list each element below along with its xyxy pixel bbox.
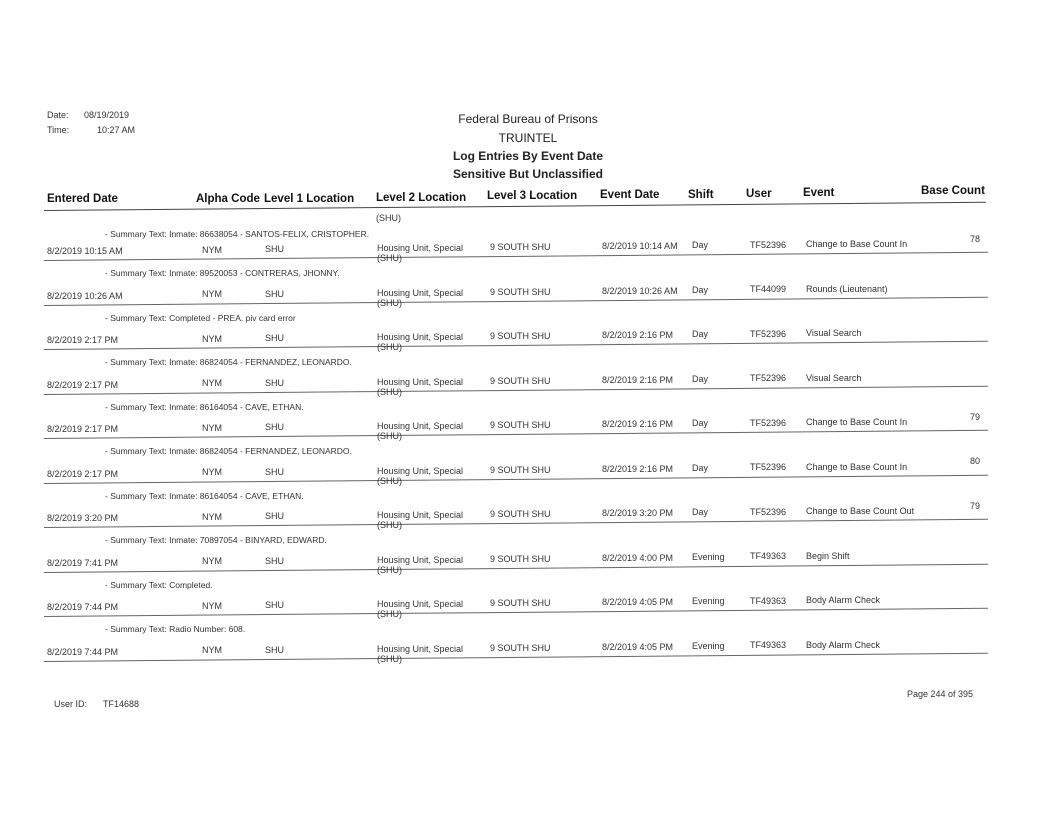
cell-alpha-code: NYM <box>202 422 222 433</box>
cell-level3: 9 SOUTH SHU <box>490 642 551 653</box>
cell-level1: SHU <box>265 333 285 344</box>
summary-text: - Summary Text: Inmate: 89520053 - CONTRERAS, JHONNY. <box>105 268 340 278</box>
cell-level3: 9 SOUTH SHU <box>490 331 551 341</box>
cell-event: Visual Search <box>806 328 862 339</box>
summary-text: - Summary Text: Inmate: 86824054 - FERNANDEZ, LEONARDO. <box>105 357 352 367</box>
cell-entered-date: 8/2/2019 2:17 PM <box>47 424 119 434</box>
col-entered-date: Entered Date <box>47 193 118 205</box>
cell-entered-date: 8/2/2019 10:15 AM <box>47 246 123 256</box>
summary-text: - Summary Text: Completed. <box>105 579 213 590</box>
row-rule <box>44 252 988 261</box>
cell-level2: Housing Unit, Special (SHU) <box>377 376 464 397</box>
cell-event-date: 8/2/2019 2:16 PM <box>602 419 674 429</box>
summary-text: - Summary Text: Inmate: 86164054 - CAVE, ETHAN. <box>105 490 304 501</box>
cell-alpha-code: NYM <box>202 244 222 255</box>
cell-level3: 9 SOUTH SHU <box>490 598 551 608</box>
cell-level3: 9 SOUTH SHU <box>490 242 551 252</box>
cell-user: TF52396 <box>750 239 787 250</box>
cell-base-count: 79 <box>970 411 981 422</box>
cell-level2: Housing Unit, Special (SHU) <box>377 421 464 442</box>
row-rule <box>44 563 988 572</box>
summary-text: - Summary Text: Inmate: 86824054 - FERNANDEZ, LEONARDO. <box>105 446 352 456</box>
cell-level1: SHU <box>265 600 285 611</box>
cell-event-date: 8/2/2019 10:14 AM <box>602 241 678 251</box>
cell-level1: SHU <box>265 466 285 477</box>
cell-level1: SHU <box>265 288 285 299</box>
cell-level3: 9 SOUTH SHU <box>490 286 551 297</box>
cell-shift: Day <box>692 284 709 295</box>
row-rule <box>44 296 988 305</box>
cell-level3: 9 SOUTH SHU <box>490 375 551 386</box>
col-level3: Level 3 Location <box>487 190 578 202</box>
cell-event-date: 8/2/2019 10:26 AM <box>602 285 678 296</box>
cell-shift: Day <box>692 462 709 473</box>
cell-alpha-code: NYM <box>202 645 222 656</box>
cell-user: TF49363 <box>750 595 787 606</box>
cell-event: Begin Shift <box>806 550 850 561</box>
cell-event-date: 8/2/2019 4:00 PM <box>602 552 674 563</box>
user-id-label: User ID: <box>54 699 88 709</box>
cell-event: Change to Base Count Out <box>806 506 915 517</box>
col-level2: Level 2 Location <box>376 192 467 204</box>
cell-event-date: 8/2/2019 4:05 PM <box>602 597 674 607</box>
cell-user: TF52396 <box>750 462 787 473</box>
cell-entered-date: 8/2/2019 2:17 PM <box>47 379 119 390</box>
cell-entered-date: 8/2/2019 10:26 AM <box>47 290 123 301</box>
cell-user: TF49363 <box>750 551 787 562</box>
cell-level2: Housing Unit, Special (SHU) <box>377 243 464 264</box>
cell-level1: SHU <box>265 377 285 388</box>
cell-alpha-code: NYM <box>202 289 222 300</box>
date-label: Date: <box>47 110 69 120</box>
cell-level3: 9 SOUTH SHU <box>490 553 551 564</box>
cell-event: Body Alarm Check <box>806 639 881 650</box>
cell-shift: Day <box>692 373 709 384</box>
col-event: Event <box>803 187 835 199</box>
cell-level1: SHU <box>265 422 285 433</box>
col-user: User <box>746 188 772 200</box>
cell-shift: Day <box>692 418 709 429</box>
title-report: Log Entries By Event Date <box>452 149 604 163</box>
cell-level2: Housing Unit, Special (SHU) <box>377 554 464 575</box>
cell-entered-date: 8/2/2019 7:44 PM <box>47 646 119 657</box>
cell-event-date: 8/2/2019 3:20 PM <box>602 508 674 518</box>
cell-alpha-code: NYM <box>202 600 222 611</box>
col-base-count: Base Count <box>921 185 985 197</box>
cell-event-date: 8/2/2019 2:16 PM <box>602 374 674 385</box>
cell-level3: 9 SOUTH SHU <box>490 509 551 519</box>
cell-alpha-code: NYM <box>202 511 222 522</box>
summary-text: - Summary Text: Inmate: 86164054 - CAVE, ETHAN. <box>105 401 304 412</box>
cell-alpha-code: NYM <box>202 378 222 389</box>
cell-level3: 9 SOUTH SHU <box>490 464 551 475</box>
cell-level2: Housing Unit, Special (SHU) <box>377 510 464 531</box>
cell-user: TF52396 <box>750 506 787 517</box>
row-rule <box>44 652 988 661</box>
cell-entered-date: 8/2/2019 2:17 PM <box>47 335 119 345</box>
cell-shift: Day <box>692 507 709 518</box>
time-label: Time: <box>47 125 70 135</box>
cell-event-date: 8/2/2019 2:16 PM <box>602 463 674 474</box>
cell-user: TF49363 <box>750 640 787 651</box>
summary-text: - Summary Text: Completed - PREA. piv card error <box>105 312 296 323</box>
cell-entered-date: 8/2/2019 7:44 PM <box>47 602 119 612</box>
row-rule <box>44 430 988 439</box>
cell-level2: Housing Unit, Special (SHU) <box>377 465 464 486</box>
summary-text: - Summary Text: Radio Number: 608. <box>105 624 246 634</box>
cell-user: TF52396 <box>750 417 787 428</box>
user-id-value: TF14688 <box>103 699 140 709</box>
cell-entered-date: 8/2/2019 7:41 PM <box>47 557 119 568</box>
continued-level2: (SHU) <box>376 213 401 223</box>
cell-event: Change to Base Count In <box>806 239 908 250</box>
cell-shift: Evening <box>692 596 725 607</box>
row-rule <box>44 385 988 394</box>
cell-level2: Housing Unit, Special (SHU) <box>377 643 464 664</box>
cell-shift: Evening <box>692 551 725 562</box>
time-value: 10:27 AM <box>97 125 136 135</box>
row-rule <box>44 341 988 350</box>
cell-base-count: 80 <box>970 456 981 467</box>
col-event-date: Event Date <box>600 189 660 201</box>
cell-entered-date: 8/2/2019 3:20 PM <box>47 513 119 523</box>
cell-entered-date: 8/2/2019 2:17 PM <box>47 468 119 479</box>
cell-base-count: 78 <box>970 233 981 244</box>
cell-level1: SHU <box>265 555 285 566</box>
cell-event: Change to Base Count In <box>806 417 908 428</box>
cell-user: TF52396 <box>750 373 787 384</box>
title-classification: Sensitive But Unclassified <box>452 167 604 181</box>
cell-event-date: 8/2/2019 4:05 PM <box>602 641 674 652</box>
cell-alpha-code: NYM <box>202 467 222 478</box>
cell-base-count: 79 <box>970 500 981 511</box>
cell-level1: SHU <box>265 511 285 522</box>
title-agency: Federal Bureau of Prisons <box>458 112 598 126</box>
row-rule <box>44 608 988 617</box>
cell-level2: Housing Unit, Special (SHU) <box>377 599 464 620</box>
cell-level3: 9 SOUTH SHU <box>490 420 551 430</box>
cell-alpha-code: NYM <box>202 556 222 567</box>
cell-event: Rounds (Lieutenant) <box>806 283 888 294</box>
cell-level2: Housing Unit, Special (SHU) <box>377 332 464 353</box>
cell-event: Visual Search <box>806 372 862 383</box>
row-rule <box>44 474 988 483</box>
cell-event: Change to Base Count In <box>806 461 908 472</box>
cell-shift: Evening <box>692 640 725 651</box>
cell-event-date: 8/2/2019 2:16 PM <box>602 330 674 340</box>
cell-user: TF52396 <box>750 328 787 339</box>
cell-level1: SHU <box>265 644 285 655</box>
date-value: 08/19/2019 <box>84 110 130 120</box>
col-alpha-code: Alpha Code <box>196 193 260 205</box>
col-level1: Level 1 Location <box>264 193 355 205</box>
cell-user: TF44099 <box>750 284 787 295</box>
col-shift: Shift <box>688 189 714 201</box>
cell-alpha-code: NYM <box>202 333 222 344</box>
cell-event: Body Alarm Check <box>806 595 881 606</box>
summary-text: - Summary Text: Inmate: 70897054 - BINYARD, EDWARD. <box>105 535 327 545</box>
header-rule <box>44 202 986 211</box>
summary-text: - Summary Text: Inmate: 86638054 - SANTOS-FELIX, CRISTOPHER. <box>105 229 370 239</box>
cell-shift: Day <box>692 329 709 340</box>
cell-level1: SHU <box>265 244 285 255</box>
cell-shift: Day <box>692 240 709 251</box>
title-system: TRUINTEL <box>498 131 558 145</box>
page-number: Page 244 of 395 <box>907 689 974 699</box>
cell-level2: Housing Unit, Special (SHU) <box>377 287 464 308</box>
row-rule <box>44 519 988 528</box>
